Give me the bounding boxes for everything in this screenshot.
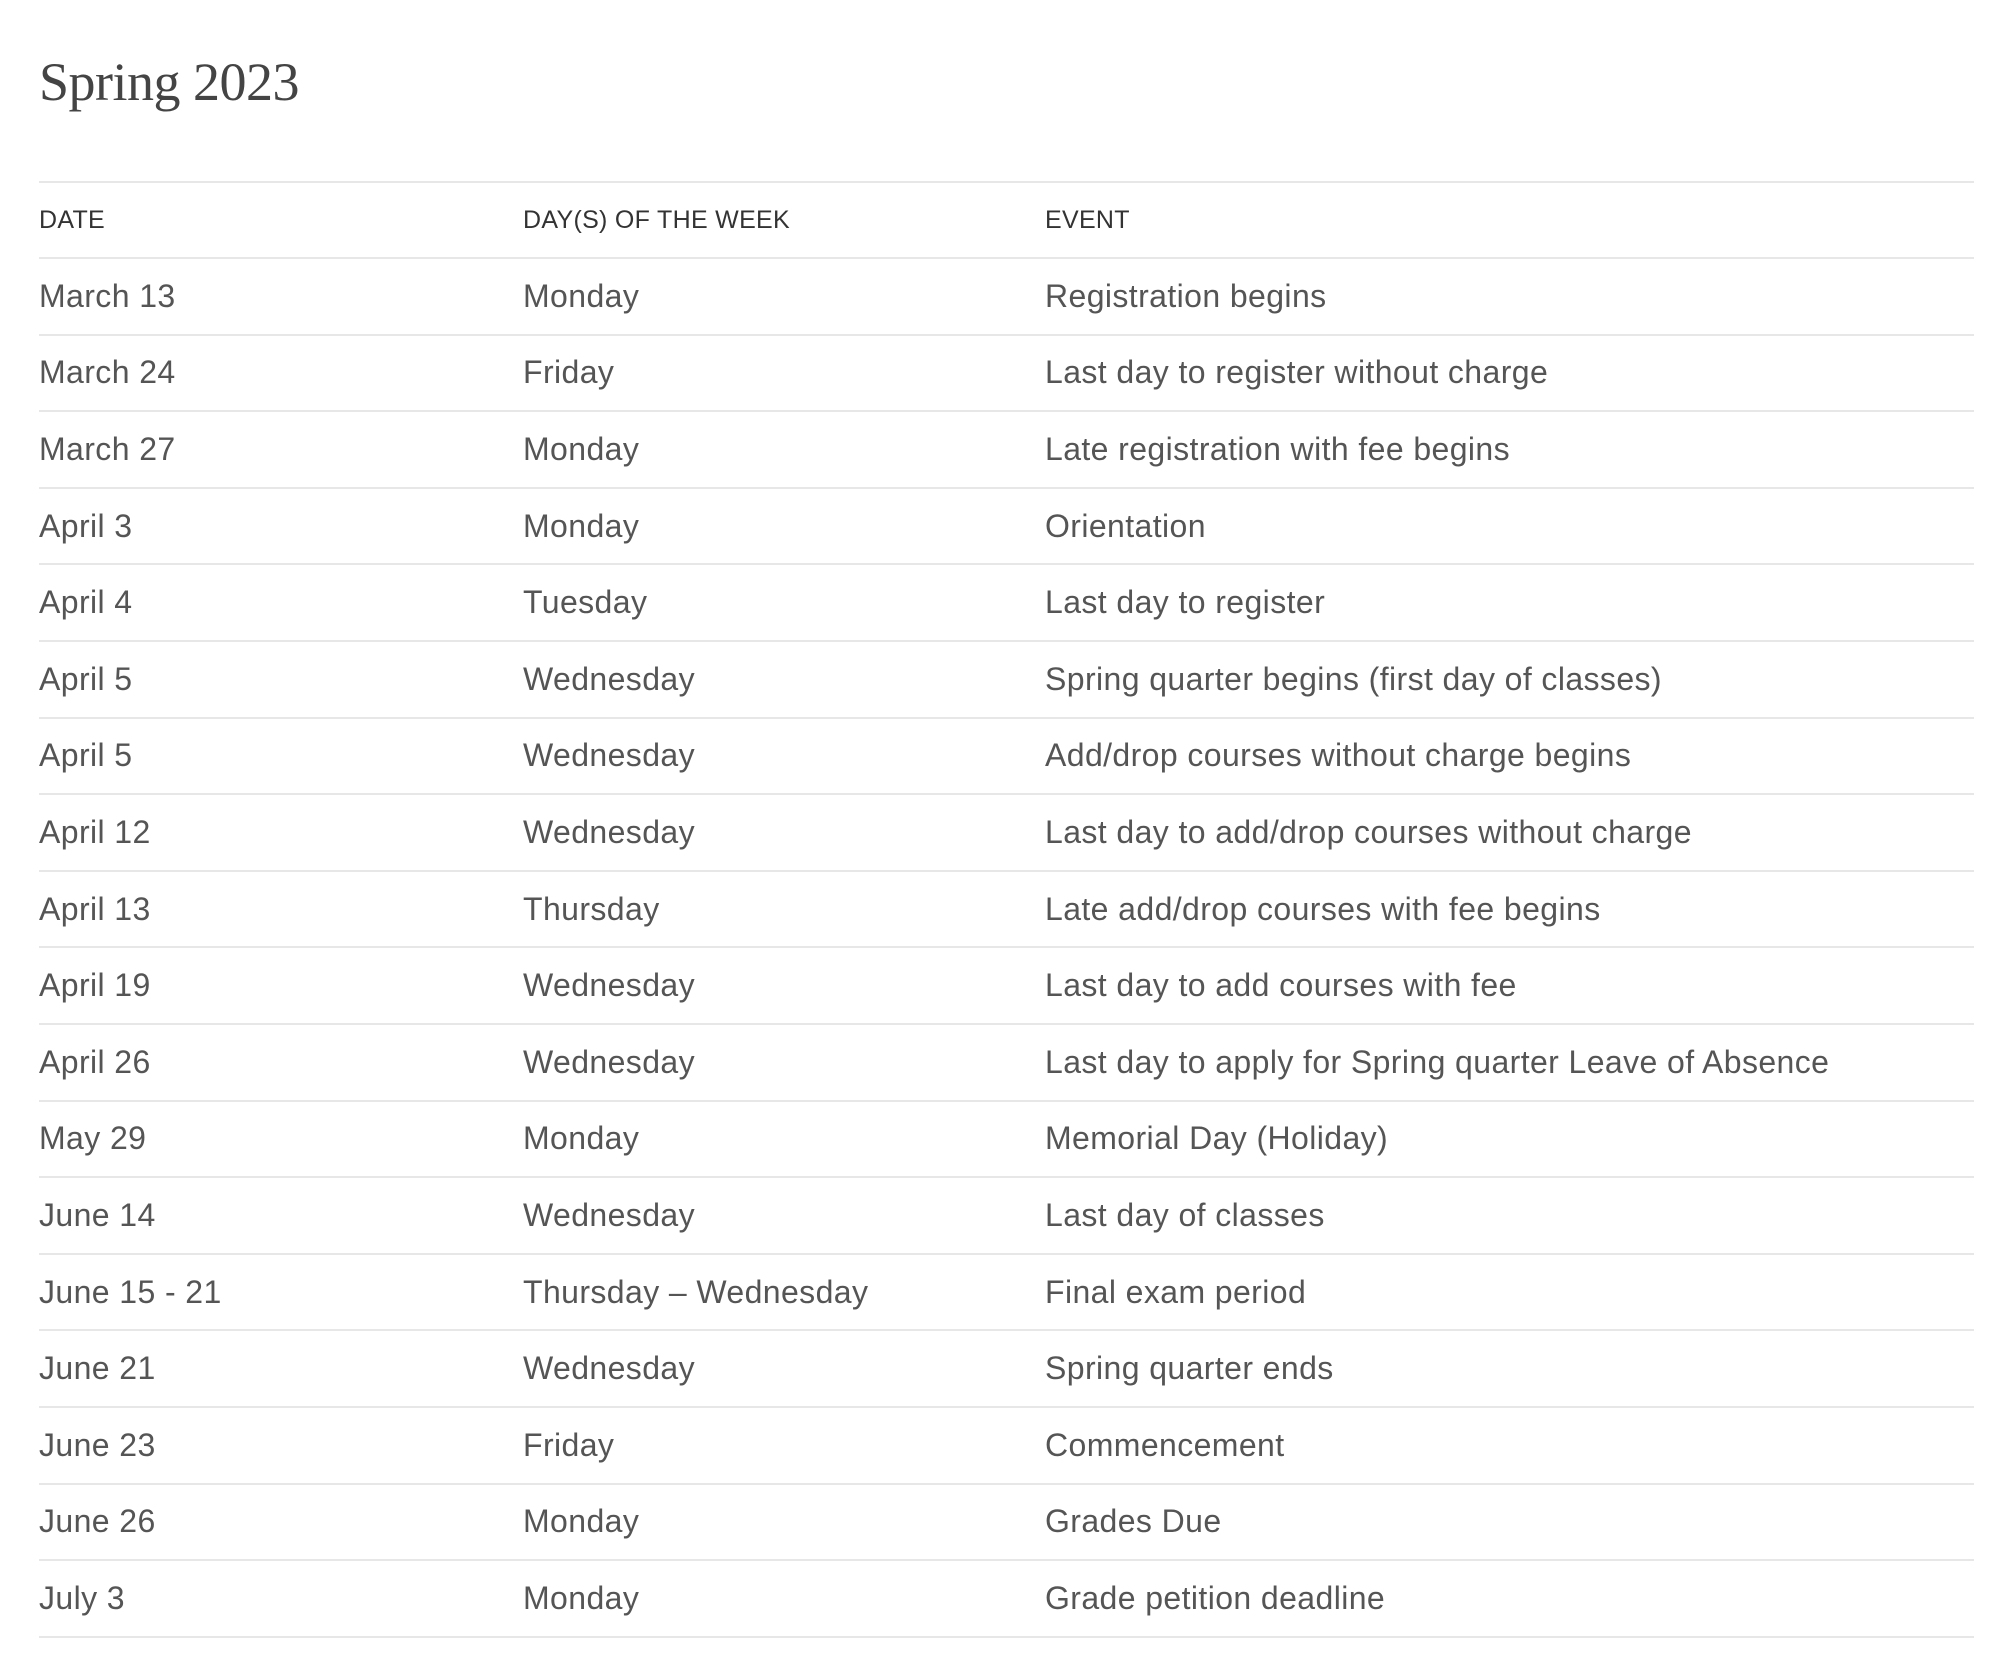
table-row bbox=[39, 718, 1974, 795]
days-cell: Wednesday bbox=[523, 1330, 1045, 1407]
date-cell: June 26 bbox=[39, 1484, 523, 1561]
table-row bbox=[39, 411, 1974, 488]
date-cell: July 3 bbox=[39, 1560, 523, 1637]
date-cell: April 3 bbox=[39, 488, 523, 565]
table-row bbox=[39, 1330, 1974, 1407]
header-days-of-week: DAY(S) OF THE WEEK bbox=[523, 182, 1045, 258]
days-cell: Monday bbox=[523, 1484, 1045, 1561]
days-cell: Monday bbox=[523, 1101, 1045, 1178]
event-cell: Add/drop courses without charge begins bbox=[1045, 718, 1974, 795]
table-row bbox=[39, 947, 1974, 1024]
date-cell: April 4 bbox=[39, 564, 523, 641]
date-cell: March 27 bbox=[39, 411, 523, 488]
page-title: Spring 2023 bbox=[39, 52, 300, 112]
event-cell: Last day to add/drop courses without charge bbox=[1045, 794, 1974, 871]
event-cell: Late registration with fee begins bbox=[1045, 411, 1974, 488]
event-cell: Registration begins bbox=[1045, 258, 1974, 335]
event-cell: Spring quarter begins (first day of classes) bbox=[1045, 641, 1974, 718]
days-cell: Wednesday bbox=[523, 794, 1045, 871]
days-cell: Monday bbox=[523, 488, 1045, 565]
table-row bbox=[39, 335, 1974, 412]
table-row bbox=[39, 1484, 1974, 1561]
days-cell: Friday bbox=[523, 1407, 1045, 1484]
table-row bbox=[39, 641, 1974, 718]
event-cell: Final exam period bbox=[1045, 1254, 1974, 1331]
date-cell: June 15 - 21 bbox=[39, 1254, 523, 1331]
days-cell: Thursday bbox=[523, 871, 1045, 948]
table-row bbox=[39, 258, 1974, 335]
table-row bbox=[39, 564, 1974, 641]
academic-calendar-table bbox=[39, 181, 1974, 1638]
table-row bbox=[39, 1024, 1974, 1101]
date-cell: June 14 bbox=[39, 1177, 523, 1254]
event-cell: Last day to add courses with fee bbox=[1045, 947, 1974, 1024]
table-row bbox=[39, 1254, 1974, 1331]
table-body bbox=[39, 258, 1974, 1637]
days-cell: Wednesday bbox=[523, 1024, 1045, 1101]
event-cell: Late add/drop courses with fee begins bbox=[1045, 871, 1974, 948]
date-cell: April 13 bbox=[39, 871, 523, 948]
event-cell: Spring quarter ends bbox=[1045, 1330, 1974, 1407]
date-cell: June 21 bbox=[39, 1330, 523, 1407]
event-cell: Grade petition deadline bbox=[1045, 1560, 1974, 1637]
event-cell: Orientation bbox=[1045, 488, 1974, 565]
date-cell: April 5 bbox=[39, 718, 523, 795]
date-cell: April 12 bbox=[39, 794, 523, 871]
days-cell: Wednesday bbox=[523, 1177, 1045, 1254]
days-cell: Wednesday bbox=[523, 641, 1045, 718]
event-cell: Memorial Day (Holiday) bbox=[1045, 1101, 1974, 1178]
date-cell: April 5 bbox=[39, 641, 523, 718]
date-cell: April 26 bbox=[39, 1024, 523, 1101]
table-row bbox=[39, 1101, 1974, 1178]
days-cell: Thursday – Wednesday bbox=[523, 1254, 1045, 1331]
event-cell: Commencement bbox=[1045, 1407, 1974, 1484]
header-event: EVENT bbox=[1045, 182, 1974, 258]
days-cell: Monday bbox=[523, 258, 1045, 335]
event-cell: Last day to register without charge bbox=[1045, 335, 1974, 412]
event-cell: Last day of classes bbox=[1045, 1177, 1974, 1254]
event-cell: Last day to apply for Spring quarter Leave of Absence bbox=[1045, 1024, 1974, 1101]
header-date: DATE bbox=[39, 182, 523, 258]
days-cell: Wednesday bbox=[523, 718, 1045, 795]
event-cell: Last day to register bbox=[1045, 564, 1974, 641]
date-cell: April 19 bbox=[39, 947, 523, 1024]
table-row bbox=[39, 871, 1974, 948]
table-row bbox=[39, 794, 1974, 871]
table-header-row bbox=[39, 182, 1974, 258]
table-row bbox=[39, 1177, 1974, 1254]
date-cell: May 29 bbox=[39, 1101, 523, 1178]
table-row bbox=[39, 1560, 1974, 1637]
days-cell: Wednesday bbox=[523, 947, 1045, 1024]
days-cell: Monday bbox=[523, 411, 1045, 488]
event-cell: Grades Due bbox=[1045, 1484, 1974, 1561]
date-cell: March 13 bbox=[39, 258, 523, 335]
date-cell: March 24 bbox=[39, 335, 523, 412]
days-cell: Friday bbox=[523, 335, 1045, 412]
table-row bbox=[39, 1407, 1974, 1484]
table-row bbox=[39, 488, 1974, 565]
days-cell: Tuesday bbox=[523, 564, 1045, 641]
date-cell: June 23 bbox=[39, 1407, 523, 1484]
days-cell: Monday bbox=[523, 1560, 1045, 1637]
